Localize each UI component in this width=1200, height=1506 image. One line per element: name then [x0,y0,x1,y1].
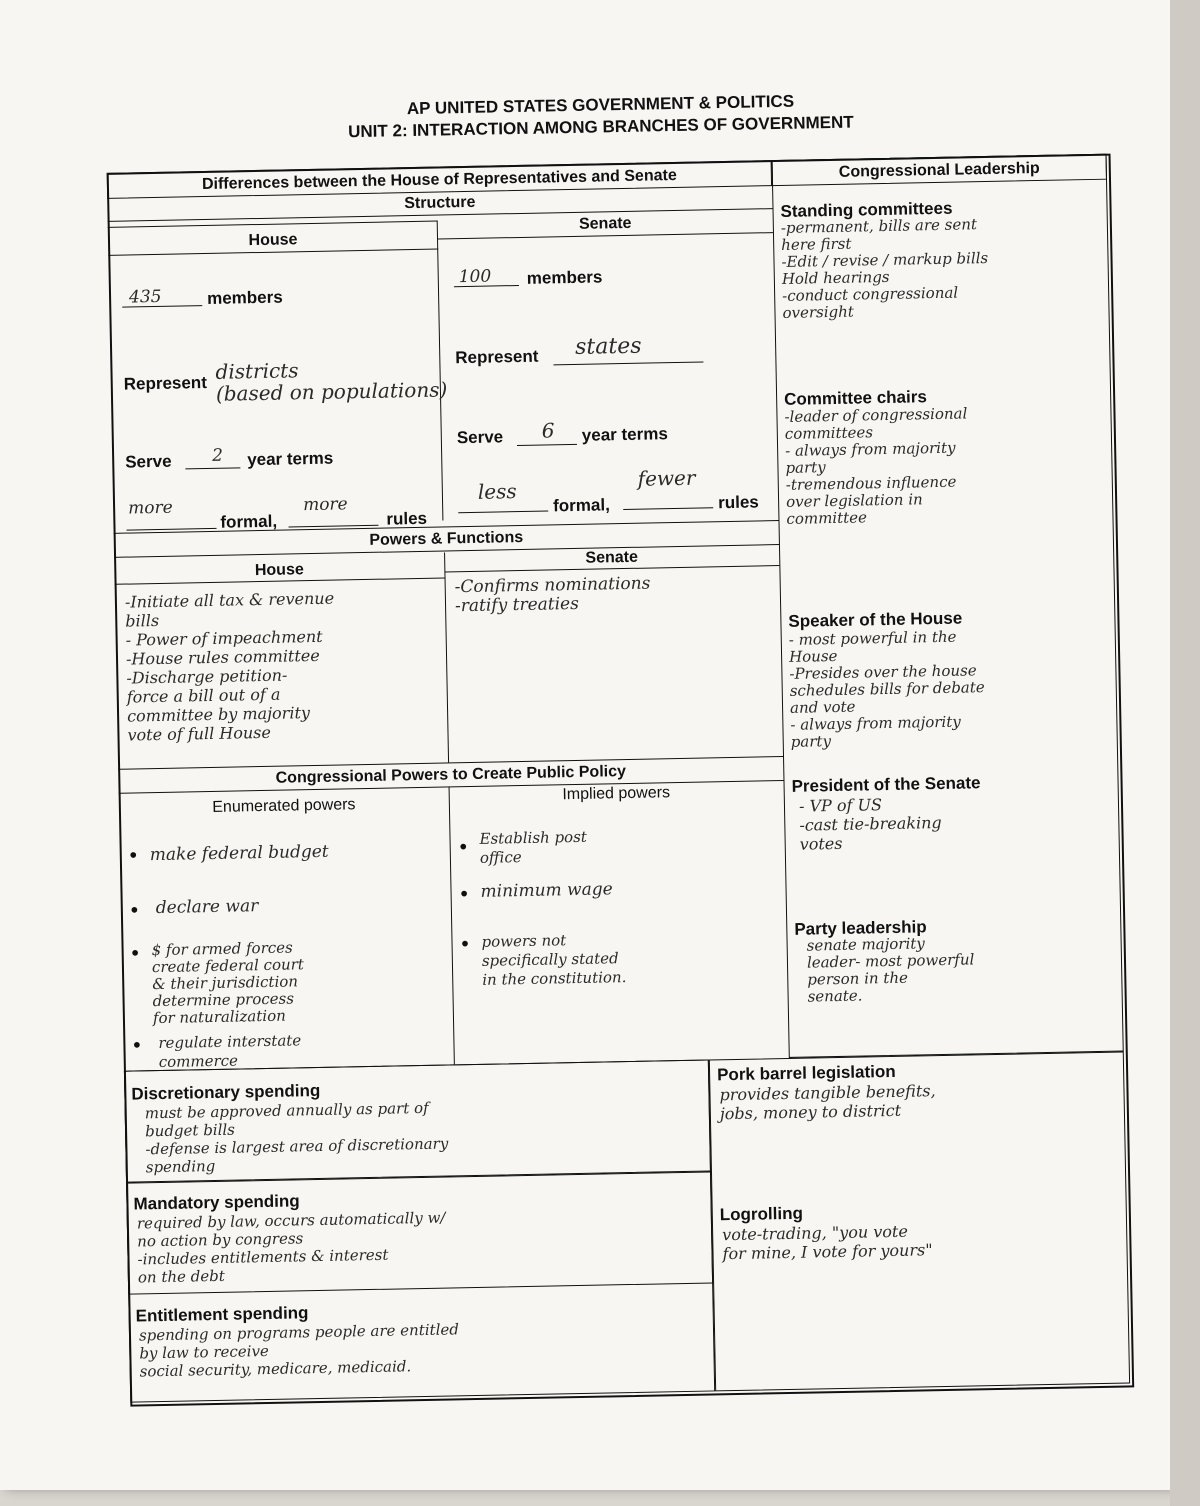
senate-formal-label: formal, [552,495,611,516]
powers-header: Powers & Functions [369,528,524,549]
house-header: House [248,231,298,250]
senate-header: Senate [578,214,632,233]
pork-barrel-label: Pork barrel legislation [716,1061,896,1085]
mandatory-label: Mandatory spending [133,1191,300,1214]
standing-committees-answer: -permanent, bills are sent here first -Edit / revise / markup bills Hold hearings -conduct congressional oversight [780,215,989,322]
background-edge [1170,0,1200,1506]
powers-senate-header: Senate [585,548,639,567]
senate-members-answer: 100 [458,266,492,288]
pork-barrel-answer: provides tangible benefits, jobs, money to district [719,1081,936,1124]
discretionary-label: Discretionary spending [131,1080,321,1104]
powers-house-header: House [254,561,304,580]
differences-header: Differences between the House of Representatives and Senate [201,166,677,194]
mandatory-answer: required by law, occurs automatically w/ no action by congress -includes entitlements & interest on the debt [136,1208,446,1287]
senate-represent-answer: states [574,333,642,360]
implied-item-2: minimum wage [480,879,613,902]
committee-chairs-label: Committee chairs [783,387,927,409]
house-serve-label: Serve [125,451,172,472]
enumerated-bullet-4: • [133,1034,141,1057]
senate-rules-label: rules [717,492,759,513]
president-senate-label: President of the Senate [791,773,981,796]
house-rules-answer: more [302,494,348,516]
implied-item-1: Establish post office [479,827,588,867]
senate-members-label: members [526,267,603,288]
implied-bullet-3: • [461,933,469,956]
house-formal-answer: more [127,497,173,519]
enumerated-item-1: make federal budget [149,841,329,866]
house-represent-answer: districts (based on populations) [215,358,448,406]
logrolling-label: Logrolling [719,1203,804,1225]
leadership-header: Congressional Leadership [838,159,1040,181]
house-members-label: members [206,287,283,308]
powers-house-answer: -Initiate all tax & revenue bills - Power of impeachment -House rules committee -Discharge petition- force a bill out of a committee by majority vote of full House [124,588,335,745]
president-senate-answer: - VP of US -cast tie-breaking votes [798,795,942,854]
course-title: AP UNITED STATES GOVERNMENT & POLITICS [406,91,795,119]
speaker-label: Speaker of the House [788,608,963,631]
enumerated-header: Enumerated powers [212,796,356,816]
unit-title: UNIT 2: INTERACTION AMONG BRANCHES OF GOVERNMENT [347,112,854,142]
enumerated-item-2: declare war [155,896,259,919]
house-members-answer: 435 [128,286,162,308]
senate-serve-answer: 6 [541,418,555,443]
senate-formal-answer: less [477,479,517,504]
enumerated-item-3: $ for armed forces create federal court & their jurisdiction determine process for naturalization [151,938,305,1028]
powers-senate-answer: -Confirms nominations -ratify treaties [454,573,651,617]
discretionary-answer: must be approved annually as part of budget bills -defense is largest area of discretionary spending [144,1098,449,1177]
house-rules-label: rules [386,508,428,529]
logrolling-answer: vote-trading, "you vote for mine, I vote for yours" [722,1221,933,1264]
committee-chairs-answer: -leader of congressional committees - always from majority party -tremendous influence over legislation in committee [784,404,968,528]
implied-bullet-1: • [459,836,467,859]
senate-rules-answer: fewer [637,465,696,491]
policy-header: Congressional Powers to Create Public Policy [275,763,627,787]
house-serve-answer: 2 [211,445,224,466]
implied-bullet-2: • [460,883,468,906]
senate-year-terms-label: year terms [581,424,668,445]
entitlement-label: Entitlement spending [135,1303,309,1326]
senate-serve-label: Serve [456,427,504,448]
structure-header: Structure [404,193,476,213]
implied-item-3: powers not specifically stated in the constitution. [481,931,627,989]
worksheet [100,66,1135,1415]
senate-represent-label: Represent [455,346,539,368]
enumerated-bullet-2: • [130,899,139,922]
house-formal-label: formal, [220,511,278,532]
party-leadership-label: Party leadership [794,917,927,939]
speaker-answer: - most powerful in the House -Presides over the house schedules bills for debate and vote - always from majority party [788,627,985,751]
implied-header: Implied powers [562,784,671,804]
house-represent-label: Represent [123,373,208,394]
enumerated-bullet-1: • [129,844,138,867]
house-year-terms-label: year terms [247,448,334,470]
entitlement-answer: spending on programs people are entitled by law to receive social security, medicare, medicaid. [138,1320,460,1381]
party-leadership-answer: senate majority leader- most powerful person in the senate. [806,934,975,1006]
standing-committees-label: Standing committees [780,198,953,221]
enumerated-bullet-3: • [131,942,139,965]
enumerated-item-4: regulate interstate commerce [158,1031,302,1072]
